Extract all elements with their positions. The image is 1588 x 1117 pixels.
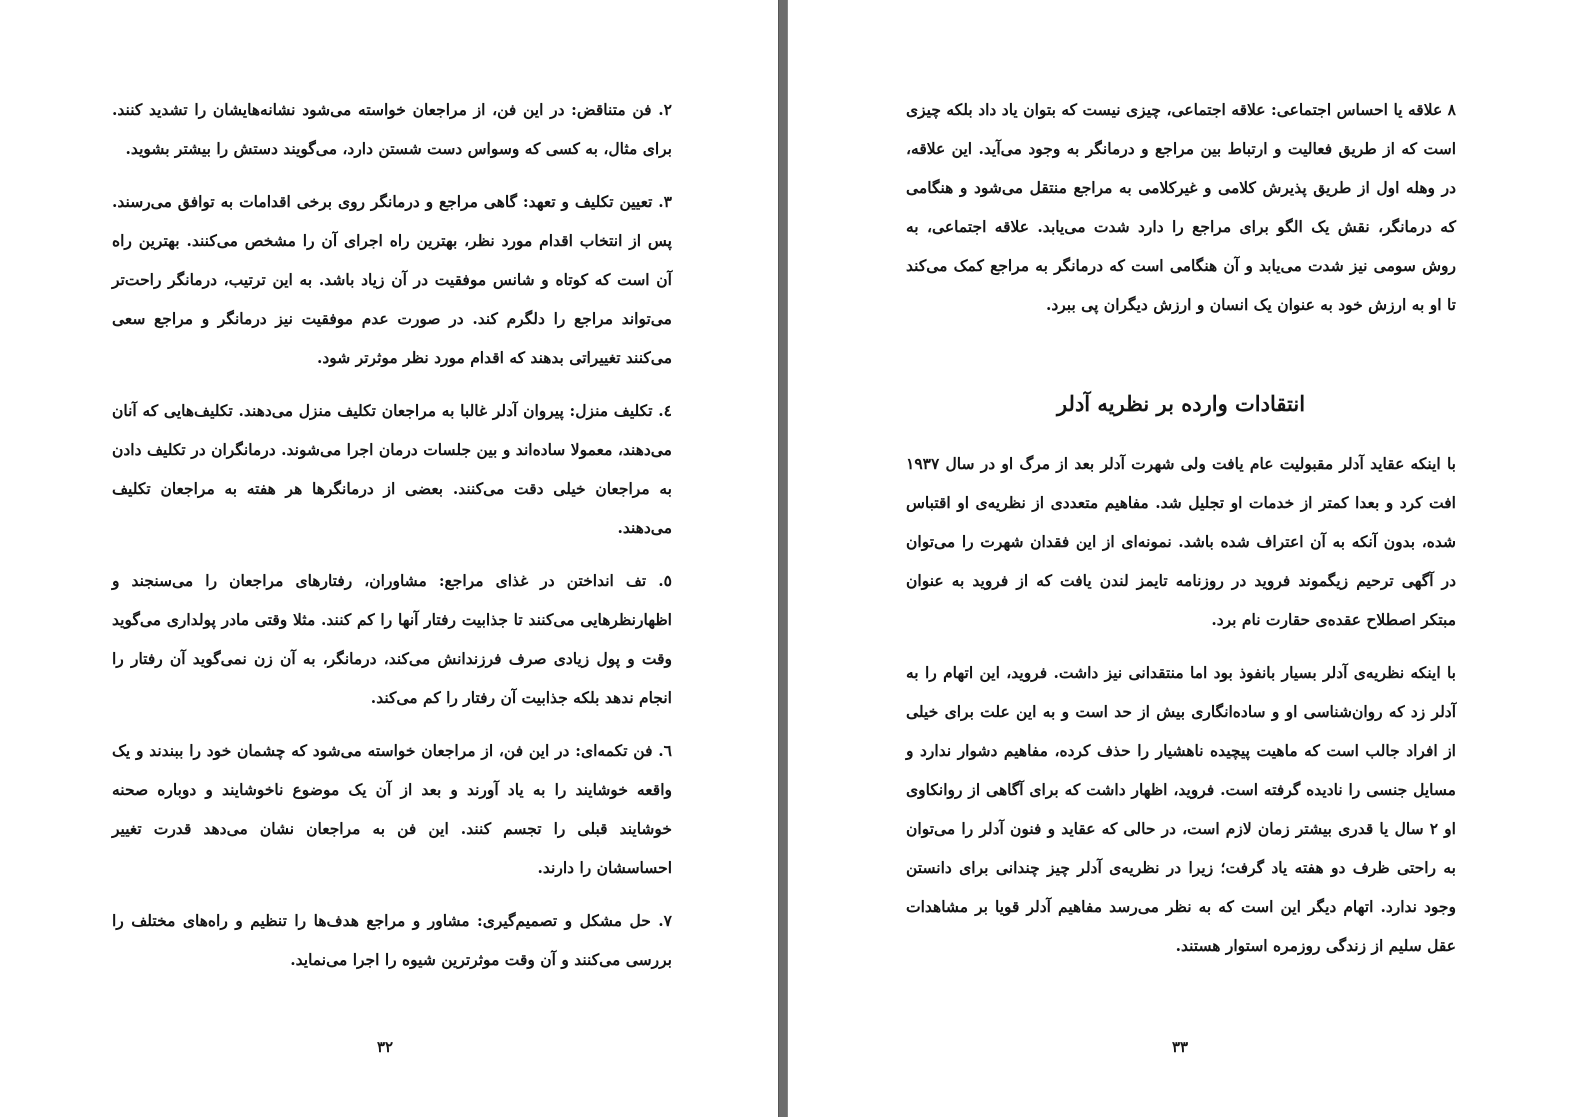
- paragraph-adler-reputation: با اینکه عقاید آدلر مقبولیت عام یافت ولی شهرت آدلر بعد از مرگ او در سال ۱۹۳۷ افت کرد و بعدا کمتر از خدمات او تجلیل شد. مفاهیم متعددی از نظریه‌ی او اقتباس شده، بدون آنکه به آن اعتراف شده باشد. نمونه‌ای از این فقدان شهرت را می‌توان در آگهی ترحیم زیگموند فروید در روزنامه تایمز لندن یافت که از فروید به عنوان مبتکر اصطلاح عقده‌ی حقارت نام برد.: [906, 454, 1456, 629]
- paragraph-homework: ٤. تکلیف منزل: پیروان آدلر غالبا به مراجعان تکلیف منزل می‌دهند. تکلیف‌هایی که آنان می‌دهند، معمولا ساده‌اند و بین جلسات درمان اجرا می‌شوند. درمانگران در تکلیف دادن به مراجعان خیلی دقت می‌کنند. بعضی از درمانگرها هر هفته به مراجعان تکلیف می‌دهند.: [112, 401, 672, 537]
- right-page: [788, 0, 1588, 1117]
- left-page-text: [112, 90, 672, 993]
- right-page-text: [906, 90, 1456, 979]
- section-heading: انتقادات وارده بر نظریه آدلر: [1056, 391, 1306, 416]
- page-number-right: ۳۳: [1171, 1038, 1189, 1056]
- book-gutter: [778, 0, 788, 1117]
- paragraph-freud-criticism: با اینکه نظریه‌ی آدلر بسیار بانفوذ بود اما منتقدانی نیز داشت. فروید، این اتهام را به آدلر زد که روان‌شناسی او و ساده‌انگاری بیش از حد است و به این علت برای خیلی از افراد جالب است که ماهیت پیچیده ناهشیار را حذف کرده، مفاهیم دشوار ندارد و مسایل جنسی را نادیده گرفته است. فروید، اظهار داشت که برای آگاهی از روانکاوی او ۲ سال یا قدری بیشتر زمان لازم است، در حالی که عقاید و فنون آدلر را می‌توان به راحتی ظرف دو هفته یاد گرفت؛ زیرا در نظریه‌ی آدلر چیز چندانی برای دانستن وجود ندارد. اتهام دیگر این است که به نظر می‌رسد مفاهیم آدلر قویا بر مشاهدات عقل سلیم از زندگی روزمره استوار هستند.: [906, 663, 1456, 955]
- left-page: [0, 0, 778, 1117]
- paragraph-task-setting: ۳. تعیین تکلیف و تعهد: گاهی مراجع و درمانگر روی برخی اقدامات به توافق می‌رسند. پس از انتخاب اقدام مورد نظر، بهترین راه اجرای آن را مشخص می‌کنند. بهترین راه آن است که کوتاه و شانس موفقیت در آن زیاد باشد. به این ترتیب، درمانگر راحت‌تر می‌تواند مراجع را دلگرم کند. در صورت عدم موفقیت نیز درمانگر و مراجع سعی می‌کنند تغییراتی بدهند که اقدام مورد نظر موثرتر شود.: [112, 192, 672, 367]
- page-number-left: ۳۲: [376, 1038, 394, 1056]
- paragraph-spitting-in-soup: ٥. تف انداختن در غذای مراجع: مشاوران، رفتارهای مراجعان را می‌سنجند و اظهارنظرهایی می‌کنند تا جذابیت رفتار آنها را کم کنند. مثلا وقتی مادر پولداری می‌گوید وقت و پول زیادی صرف فرزندانش می‌کند، درمانگر، به آن زن نمی‌گوید آن رفتار را انجام ندهد بلکه جذابیت آن رفتار را کم می‌کند.: [112, 571, 672, 707]
- paragraph-paradoxical-technique: ۲. فن متناقض: در این فن، از مراجعان خواسته می‌شود نشانه‌هایشان را تشدید کنند. برای مثال، به کسی که وسواس دست شستن دارد، می‌گویند دستش را بیشتر بشوید.: [112, 100, 672, 158]
- paragraph-social-interest: ۸ علاقه یا احساس اجتماعی: علاقه اجتماعی، چیزی نیست که بتوان یاد داد بلکه چیزی است که از طریق فعالیت و ارتباط بین مراجع و درمانگر به وجود می‌آید. این علاقه، در وهله اول از طریق پذیرش کلامی و غیرکلامی به مراجع منتقل می‌شود و هنگامی که درمانگر، نقش یک الگو برای مراجع را دارد شدت می‌یابد. علاقه اجتماعی، به روش سومی نیز شدت می‌یابد و آن هنگامی است که درمانگر به مراجع کمک می‌کند تا او به ارزش خود به عنوان یک انسان و ارزش دیگران پی ببرد.: [906, 100, 1456, 314]
- paragraph-push-button-technique: ٦. فن تکمه‌ای: در این فن، از مراجعان خواسته می‌شود که چشمان خود را ببندند و یک واقعه خوشایند را به یاد آورند و بعد از آن یک موضوع ناخوشایند و دوباره صحنه خوشایند قبلی را تجسم کنند. این فن به مراجعان نشان می‌دهد قدرت تغییر احساسشان را دارند.: [112, 741, 672, 877]
- paragraph-problem-solving: ۷. حل مشکل و تصمیم‌گیری: مشاور و مراجع هدف‌ها را تنظیم و راه‌های مختلف را بررسی می‌کنند و آن وقت موثرترین شیوه را اجرا می‌نماید.: [112, 911, 672, 969]
